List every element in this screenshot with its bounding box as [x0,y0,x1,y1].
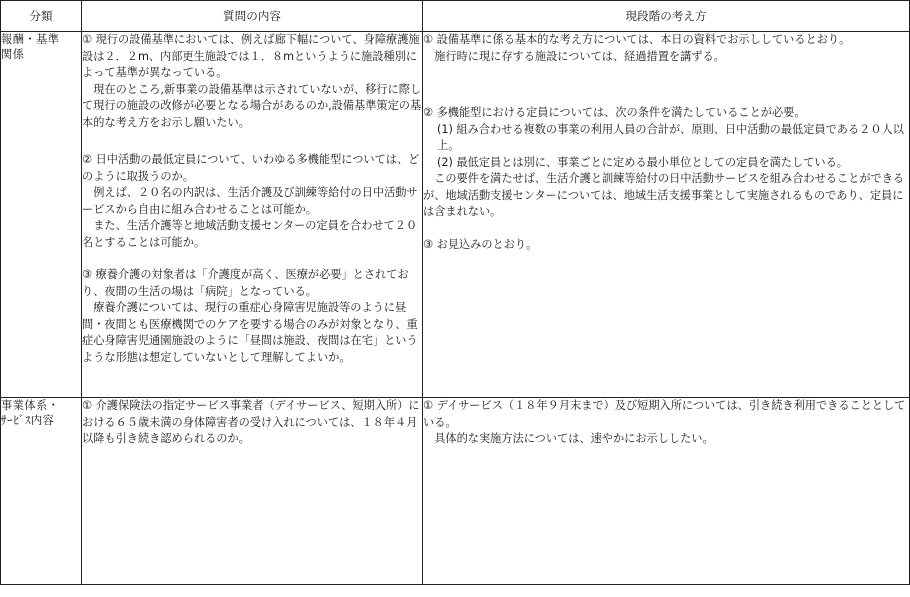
answer-text: ① デイサービス（１８年９月末まで）及び短期入所については、引き続き利用できることとしている。 [423,399,906,429]
question-item [82,398,422,448]
answer-text: ③ お見込みのとおり。 [423,237,538,251]
answer-cell [423,32,910,398]
question-item [82,152,422,251]
category-line: ｻｰﾋﾞｽ内容 [1,414,55,427]
header-row [1,1,910,32]
question-text: ① 介護保険法の指定サービス事業者（デイサービス、短期入所）における６５歳未満の身体障害者の受け入れについては、１８年４月以降も引き続き認められるのか。 [82,399,420,445]
answer-subitem: (2) 最低定員とは別に、事業ごとに定める最小単位としての定員を満たしている。 [437,155,848,169]
category-cell [1,32,82,398]
header-answer: 現段階の考え方 [423,1,910,32]
question-cell [82,398,423,585]
category-line: 関係 [1,48,25,61]
question-item [82,32,422,131]
question-cell [82,32,423,398]
header-category: 分類 [1,1,82,32]
answer-subitem: (1) 組み合わせる複数の事業の利用人員の合計が、原則、日中活動の最低定員である２０人以上。 [437,122,904,152]
table-row [1,32,910,398]
question-text: 現在のところ,新事業の設備基準は示されていないが、移行に際して現行の施設の改修が必要となる場合があるのか,設備基準策定の基本的な考え方をお示し願いたい。 [82,82,422,129]
table-row [1,398,910,585]
question-text: ③ 療養介護の対象者は「介護度が高く、医療が必要」とされており、夜間の生活の場は「病院」となっている。 [82,268,409,298]
answer-text: ② 多機能型における定員については、次の条件を満たしていることが必要。 [423,106,806,119]
question-text: ① 現行の設備基準においては、例えば廊下幅について、身障療護施設は２．２m、内部更生施設では１．８mというように施設種別によって基準が異なっている。 [82,33,420,79]
category-cell [1,398,82,585]
question-text: ② 日中活動の最低定員について、いわゆる多機能型については、どのように取扱うのか。 [82,153,420,183]
answer-text: この要件を満たせば、生活介護と訓練等給付の日中活動サービスを組み合わせることができるが、地域活動支援センターについては、地域生活支援事業として実施されるものであり、定員には含まれない。 [423,172,905,218]
answer-item [423,105,909,221]
answer-cell [423,398,910,585]
question-text: また、生活介護等と地域活動支援センターの定員を合わせて２０名とすることは可能か。 [82,219,418,249]
answer-item [423,32,909,65]
question-text: 療養介護については、現行の重症心身障害児施設等のように昼間・夜間とも医療機関でのケアを要する場合のみが対象となり、重症心身障害児通園施設のように「昼間は施設、夜間は在宅」というような形態は想定していないとして理解してよいか。 [82,301,418,364]
answer-text: 施行時に現に存する施設については、経過措置を講ずる。 [423,49,725,63]
answer-text: ① 設備基準に係る基本的な考え方については、本日の資料でお示ししているとおり。 [423,33,851,46]
header-question: 質問の内容 [82,1,423,32]
answer-text: 具体的な実施方法については、速やかにお示ししたい。 [423,432,714,445]
category-line: 報酬・基準 [1,33,60,46]
question-item [82,267,422,366]
answer-item [423,237,909,254]
question-text: 例えば、２０名の内訳は、生活介護及び訓練等給付の日中活動サービスから自由に組み合わせることは可能か。 [82,186,418,216]
category-line: 事業体系・ [1,399,60,412]
answer-item [423,398,909,448]
